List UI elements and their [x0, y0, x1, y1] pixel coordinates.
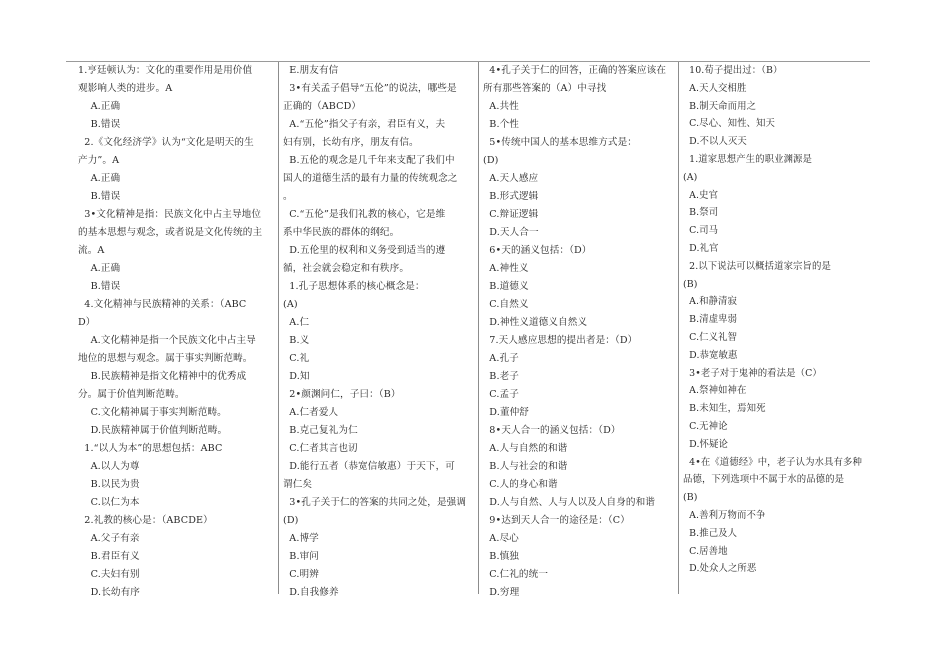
text-line: 品德，下列选项中不属于水的品德的是 — [683, 474, 845, 486]
text-line: B.制天命而用之 — [683, 100, 757, 112]
text-line: B.未知生，焉知死 — [683, 403, 766, 415]
column-2 — [283, 62, 473, 598]
text-line: D.五伦里的权利和义务受到适当的遵 — [283, 245, 446, 256]
text-line: C.辩证逻辑 — [483, 209, 539, 220]
text-line: B.民族精神是指文化精神中的优秀成 — [78, 371, 247, 382]
text-line: D.怀疑论 — [683, 438, 728, 450]
text-line: C.自然义 — [483, 299, 529, 310]
text-line: A.正确 — [78, 263, 121, 274]
text-line: (B) — [683, 492, 698, 504]
text-line: 谓仁矣 — [283, 479, 313, 490]
text-line: 产力”。A — [78, 155, 120, 166]
column-3 — [483, 62, 673, 598]
text-line: 观影响人类的进步。A — [78, 83, 173, 94]
text-line: D.天人合一 — [483, 227, 539, 238]
text-line: 1.亨廷顿认为：文化的重要作用是用价值 — [78, 65, 253, 76]
text-line: 正确的（ABCD） — [283, 101, 362, 112]
column-divider — [678, 62, 679, 594]
text-line: 循，社会就会稳定和有秩序。 — [283, 263, 410, 274]
text-line: 4•孔子关于仁的回答，正确的答案应该在 — [483, 65, 667, 76]
text-line: C.明辨 — [283, 569, 319, 580]
text-line: E.朋友有信 — [283, 65, 339, 76]
text-line: A.孔子 — [483, 353, 519, 364]
text-line: 国人的道德生活的最有力量的传统观念之 — [283, 173, 458, 184]
text-line: A.文化精神是指一个民族文化中占主导 — [78, 335, 256, 346]
text-line: C.居善地 — [683, 545, 728, 557]
text-line: B.慎独 — [483, 551, 519, 562]
text-line: D.处众人之所恶 — [683, 563, 757, 575]
text-line: D.不以人灭天 — [683, 136, 747, 148]
text-line: C.以仁为本 — [78, 497, 140, 508]
text-line: B.五伦的观念是几千年来支配了我们中 — [283, 155, 455, 166]
column-divider — [278, 62, 279, 594]
text-line: B.老子 — [483, 371, 519, 382]
text-line: 3•文化精神是指：民族文化中占主导地位 — [78, 209, 262, 220]
text-line: D.人与自然、人与人以及人自身的和谐 — [483, 497, 655, 508]
text-line: B.义 — [283, 335, 310, 346]
text-line: (D) — [283, 515, 299, 526]
text-line: 1.道家思想产生的职业渊源是 — [683, 153, 813, 165]
text-line: B.人与社会的和谐 — [483, 461, 568, 472]
text-line: 2•颜渊问仁，子曰：（B） — [283, 389, 401, 400]
text-line: A.史官 — [683, 189, 719, 201]
text-line: B.错误 — [78, 191, 121, 202]
text-line: 10.荀子提出过：（B） — [683, 65, 783, 76]
text-line: (B) — [683, 278, 698, 290]
text-line: C.人的身心和谐 — [483, 479, 558, 490]
text-line: A.人与自然的和谐 — [483, 443, 568, 454]
text-line: 地位的思想与观念。属于事实判断范畴。 — [78, 353, 253, 364]
text-line: 3•老子对于鬼神的看法是（C） — [683, 367, 822, 379]
text-line: 1.孔子思想体系的核心概念是： — [283, 281, 425, 292]
text-line: (A) — [283, 299, 298, 310]
text-line: 2.以下说法可以概括道家宗旨的是 — [683, 260, 831, 272]
text-line: B.错误 — [78, 281, 121, 292]
text-line: (A) — [683, 171, 698, 183]
column-divider — [478, 62, 479, 594]
text-line: C.礼 — [283, 353, 310, 364]
text-line: 4•在《道德经》中，老子认为水具有多种 — [683, 456, 862, 468]
text-line: 7.天人感应思想的提出者是：（D） — [483, 335, 638, 346]
text-line: A.正确 — [78, 101, 121, 112]
text-line: 。 — [283, 191, 293, 202]
text-line: A.以人为尊 — [78, 461, 140, 472]
text-line: A.天人感应 — [483, 173, 539, 184]
text-line: A.神性义 — [483, 263, 529, 274]
text-line: A.尽心 — [483, 533, 519, 544]
text-line: B.清虚卑弱 — [683, 314, 738, 326]
text-line: D.长幼有序 — [78, 587, 140, 598]
text-line: A.和静清寂 — [683, 296, 738, 308]
text-line: 流。A — [78, 245, 105, 256]
text-line: A.善利万物而不争 — [683, 509, 766, 521]
text-line: D.神性义道德义自然义 — [483, 317, 588, 328]
text-line: D.恭宽敏惠 — [683, 349, 738, 361]
text-line: A.仁者爱人 — [283, 407, 339, 418]
text-line: 9•达到天人合一的途径是：（C） — [483, 515, 630, 526]
text-line: C.仁礼的统一 — [483, 569, 549, 580]
text-line: B.以民为贵 — [78, 479, 140, 490]
text-line: C.无神论 — [683, 420, 728, 432]
text-line: B.推己及人 — [683, 527, 738, 539]
text-line: C.仁义礼智 — [683, 331, 738, 343]
text-line: C.夫妇有别 — [78, 569, 140, 580]
column-text — [78, 62, 273, 602]
text-line: 的基本思想与观念，或者说是文化传统的主 — [78, 227, 263, 238]
text-line: B.审问 — [283, 551, 319, 562]
text-line: B.错误 — [78, 119, 121, 130]
text-line: A.祭神如神在 — [683, 385, 747, 397]
text-line: B.个性 — [483, 119, 519, 130]
text-line: 6•天的涵义包括：（D） — [483, 245, 592, 256]
text-line: B.祭司 — [683, 207, 719, 219]
text-line: A.父子有亲 — [78, 533, 140, 544]
text-line: B.君臣有义 — [78, 551, 140, 562]
text-line: A.“五伦”指父子有亲，君臣有义，夫 — [283, 119, 446, 130]
text-line: A.博学 — [283, 533, 319, 544]
text-line: D.知 — [283, 371, 310, 382]
column-text — [683, 62, 875, 578]
text-line: C.“五伦”是我们礼教的核心，它是维 — [283, 209, 446, 220]
text-line: 4.文化精神与民族精神的关系：（ABC — [78, 299, 247, 310]
text-line: 分。属于价值判断范畴。 — [78, 389, 185, 400]
text-line: C.孟子 — [483, 389, 519, 400]
column-4 — [683, 62, 875, 594]
text-line: A.共性 — [483, 101, 519, 112]
column-1 — [78, 62, 273, 598]
text-line: C.司马 — [683, 225, 719, 237]
text-line: B.道德义 — [483, 281, 529, 292]
column-text — [483, 62, 673, 602]
text-line: D.董仲舒 — [483, 407, 529, 418]
text-line: D.民族精神属于价值判断范畴。 — [78, 425, 228, 436]
text-line: (D) — [483, 155, 499, 166]
text-line: 妇有别，长幼有序，朋友有信。 — [283, 137, 419, 148]
text-line: 3•孔子关于仁的答案的共同之处，是强调 — [283, 497, 467, 508]
text-line: 3•有关孟子倡导“五伦”的说法，哪些是 — [283, 83, 457, 94]
text-line: 5•传统中国人的基本思维方式是： — [483, 137, 637, 148]
text-line: D） — [78, 317, 96, 328]
text-line: B.克己复礼为仁 — [283, 425, 358, 436]
text-line: 2.《文化经济学》认为“文化是明天的生 — [78, 137, 254, 148]
text-line: D.自我修养 — [283, 587, 339, 598]
text-line: C.尽心、知性、知天 — [683, 118, 775, 130]
text-line: D.能行五者（恭宽信敏惠）于天下，可 — [283, 461, 455, 472]
text-line: A.正确 — [78, 173, 121, 184]
text-line: 系中华民族的群体的纲纪。 — [283, 227, 400, 238]
text-line: 2.礼教的核心是：（ABCDE） — [78, 515, 213, 526]
text-line: C.文化精神属于事实判断范畴。 — [78, 407, 227, 418]
text-line: D.穷理 — [483, 587, 520, 598]
text-line: D.礼官 — [683, 242, 719, 254]
text-line: B.形式逻辑 — [483, 191, 539, 202]
text-line: 所有那些答案的（A）中寻找 — [483, 83, 607, 94]
text-line: A.仁 — [283, 317, 310, 328]
column-text — [283, 62, 473, 602]
text-line: 8•天人合一的涵义包括：（D） — [483, 425, 621, 436]
text-line: 1.“以人为本”的思想包括：ABC — [78, 443, 223, 454]
text-line: A.天人交相胜 — [683, 82, 747, 94]
text-line: C.仁者其言也讱 — [283, 443, 358, 454]
